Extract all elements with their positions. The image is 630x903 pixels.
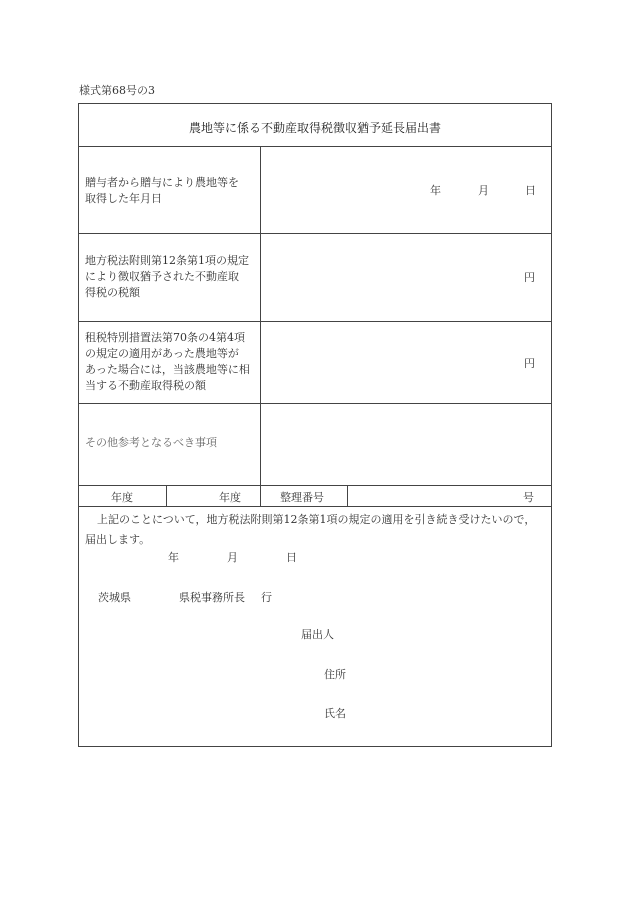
- deferred-tax-label: [85, 253, 261, 301]
- label-line: 得税の税額: [85, 286, 140, 299]
- declaration-line-1: 上記のことについて，地方税法附則第12条第1項の規定の適用を引き続き受けたいので，: [97, 513, 536, 526]
- notifier-label: 届出人: [301, 628, 334, 641]
- label-line: 租税特別措置法第70条の4第4項: [85, 331, 245, 344]
- reference-number-label: 整理番号: [280, 491, 324, 504]
- rule: [79, 403, 551, 404]
- fiscal-year-label-2: 年度: [219, 491, 241, 504]
- rule: [79, 146, 551, 147]
- tax-office-head: 県税事務所長: [179, 591, 245, 604]
- yen-unit: 円: [524, 271, 535, 284]
- date-month: 月: [227, 551, 238, 564]
- form-title: 農地等に係る不動産取得税徴収猶予延長届出書: [188, 121, 441, 135]
- rule: [79, 506, 551, 507]
- rule: [79, 233, 551, 234]
- label-line: 当する不動産取得税の額: [85, 379, 206, 392]
- column-divider: [347, 485, 348, 506]
- rule: [79, 485, 551, 486]
- yen-unit: 円: [524, 357, 535, 370]
- date-year: 年: [168, 551, 179, 564]
- date-day: 日: [286, 551, 297, 564]
- rule: [79, 321, 551, 322]
- notification-form: [78, 103, 552, 747]
- name-label: 氏名: [324, 707, 346, 720]
- prefecture: 茨城県: [98, 591, 131, 604]
- label-line: その他参考となるべき事項: [85, 436, 217, 449]
- special-measures-tax-label: [85, 330, 261, 394]
- label-line: の規定の適用があった農地等が: [85, 347, 239, 360]
- label-line: 地方税法附則第12条第1項の規定: [85, 254, 249, 267]
- day-unit: 日: [525, 184, 536, 197]
- month-unit: 月: [478, 184, 489, 197]
- fiscal-year-label-1: 年度: [111, 491, 133, 504]
- label-line: 取得した年月日: [85, 192, 162, 205]
- label-line: 贈与者から贈与により農地等を: [85, 176, 239, 189]
- declaration-line-2: 届出します。: [85, 533, 151, 546]
- addressee-suffix: 行: [261, 591, 272, 604]
- column-divider: [166, 485, 167, 506]
- address-label: 住所: [324, 668, 346, 681]
- year-unit: 年: [430, 184, 441, 197]
- other-matters-label: [85, 435, 261, 451]
- label-line: により徴収猶予された不動産取: [85, 270, 239, 283]
- label-line: あった場合には，当該農地等に相: [85, 363, 250, 376]
- acquisition-date-label: [85, 175, 261, 207]
- number-unit: 号: [523, 491, 534, 504]
- form-number: 様式第68号の3: [79, 84, 155, 97]
